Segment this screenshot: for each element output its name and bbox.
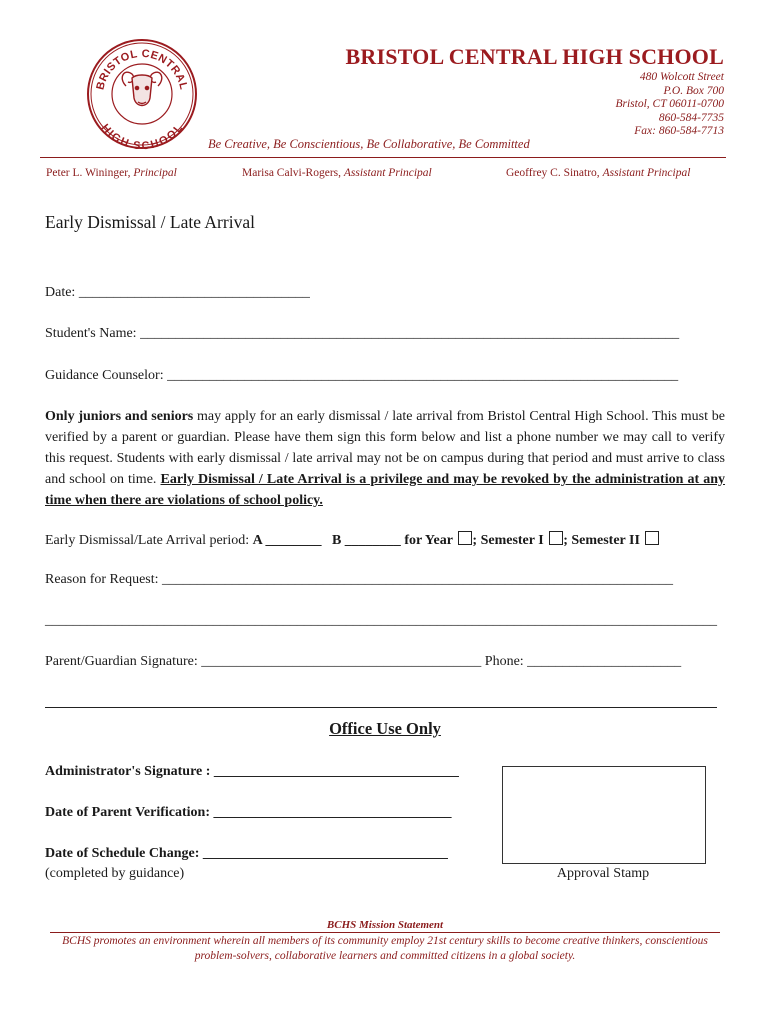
school-motto: Be Creative, Be Conscientious, Be Collaborative, Be Committed (208, 137, 530, 151)
ram-icon (122, 72, 162, 105)
semester2-checkbox[interactable] (645, 531, 659, 545)
year-label: for Year (404, 533, 453, 548)
address-street: 480 Wolcott Street (639, 71, 724, 83)
header-divider (40, 157, 726, 158)
staff-assistant-principal-2: Geoffrey C. Sinatro, Assistant Principal (506, 167, 691, 179)
reason-continuation-field[interactable]: ________________________________________________________________________________________________ (45, 613, 717, 628)
administrator-signature-field[interactable]: Administrator's Signature : ___________________________________ (45, 764, 459, 779)
reason-field[interactable]: Reason for Request: _________________________________________________________________________ (45, 572, 674, 587)
period-label: Early Dismissal/Late Arrival period: (45, 533, 253, 548)
policy-paragraph (45, 406, 725, 511)
staff-assistant-principal-1: Marisa Calvi-Rogers, Assistant Principal (242, 167, 432, 179)
school-address (615, 71, 724, 139)
semester1-label: ; Semester I (472, 533, 544, 548)
period-a-field[interactable]: A ________ (252, 533, 322, 548)
phone-field[interactable]: Phone: ______________________ (484, 654, 682, 669)
parent-signature-field[interactable]: Parent/Guardian Signature: ________________________________________ (45, 654, 482, 669)
staff-principal: Peter L. Wininger, Principal (46, 167, 177, 179)
approval-stamp-label: Approval Stamp (556, 866, 650, 881)
period-field (45, 531, 659, 549)
policy-intro: Only juniors and seniors (45, 409, 194, 424)
year-checkbox[interactable] (458, 531, 472, 545)
approval-stamp-box[interactable] (502, 766, 706, 864)
schedule-change-date-field[interactable]: Date of Schedule Change: ___________________________________ (45, 846, 448, 861)
parent-verification-date-field[interactable]: Date of Parent Verification: __________________________________ (45, 805, 452, 820)
period-b-field[interactable]: B ________ (331, 533, 401, 548)
student-name-field[interactable]: Student's Name: _____________________________________________________________________________ (45, 326, 680, 341)
semester1-checkbox[interactable] (549, 531, 563, 545)
school-seal-logo (86, 38, 198, 150)
semester2-label: ; Semester II (563, 533, 640, 548)
policy-text: may apply for an early dismissal / late arrival from Bristol Central High School. This must be verified by a parent or guardian. Please have them sign this form below and list a phone number we may call to verify this request. Students with early dismissal / late arrival may not be on campus during that period and must arrive to class and school on time. (45, 409, 725, 487)
seal-text-bottom: HIGH SCHOOL (98, 121, 186, 150)
address-po-box: P.O. Box 700 (663, 84, 724, 97)
policy-warning: Early Dismissal / Late Arrival is a privilege and may be revoked by the administration at any time when there are violations of school policy. (45, 472, 726, 508)
address-fax: Fax: 860-584-7713 (634, 125, 724, 137)
parent-signature-row (45, 654, 681, 670)
address-city: Bristol, CT 06011-0700 (615, 98, 724, 110)
date-field[interactable]: Date: _________________________________ (45, 285, 310, 300)
seal-text-top: BRISTOL CENTRAL (94, 47, 190, 92)
office-use-title: Office Use Only (329, 719, 441, 738)
address-phone: 860-584-7735 (658, 111, 724, 124)
office-divider (45, 707, 717, 708)
footer-divider (50, 932, 720, 933)
school-name: BRISTOL CENTRAL HIGH SCHOOL (345, 44, 724, 69)
mission-statement-text: BCHS promotes an environment wherein all members of its community employ 21st century skills to become creative thinkers, conscientious problem-solvers, collaborative learners and committed citizens in a global society. (62, 935, 708, 962)
form-title: Early Dismissal / Late Arrival (45, 212, 255, 232)
mission-statement-title: BCHS Mission Statement (326, 919, 444, 931)
svg-text:HIGH SCHOOL (99, 122, 186, 150)
guidance-counselor-field[interactable]: Guidance Counselor: _________________________________________________________________________ (45, 368, 679, 383)
completed-by-note: (completed by guidance) (45, 866, 185, 881)
